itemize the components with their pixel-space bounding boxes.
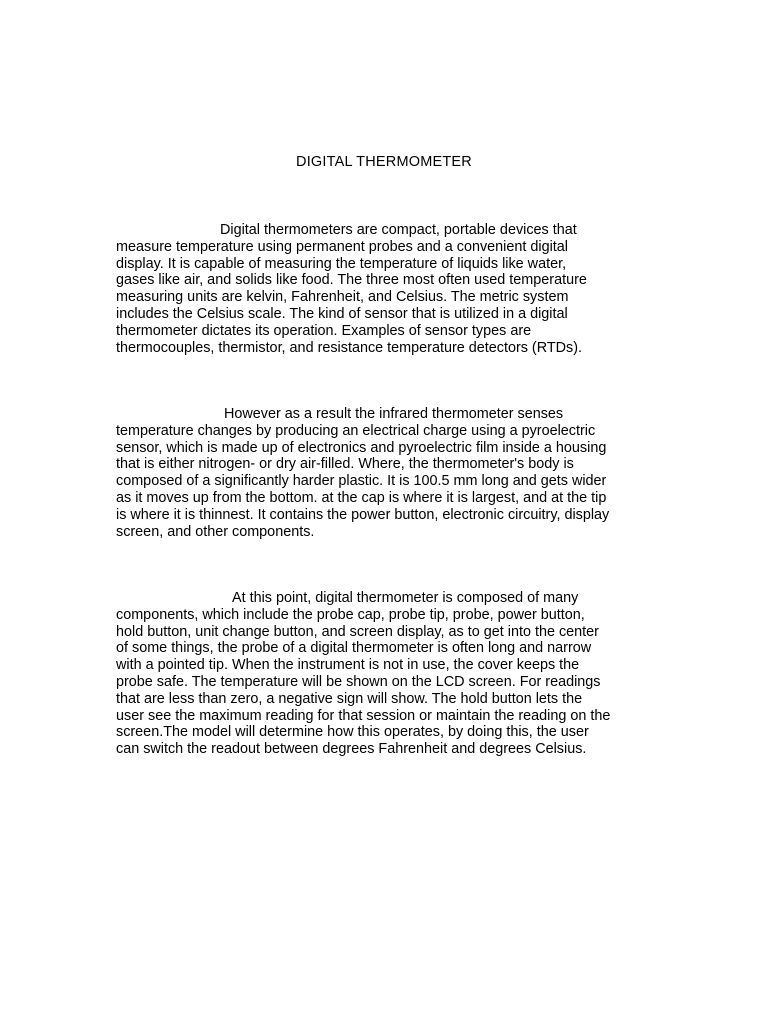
paragraph-3-line: At this point, digital thermometer is composed of many [232,590,579,606]
paragraph-3-line: that are less than zero, a negative sign will show. The hold button lets the [116,690,583,707]
paragraph-3-line: components, which include the probe cap, probe tip, probe, power button, [116,606,585,623]
paragraph-2-line: as it moves up from the bottom. at the cap is where it is largest, and at the tip [116,489,607,506]
paragraph-2 [116,406,656,540]
paragraph-1-line: measuring units are kelvin, Fahrenheit, and Celsius. The metric system [116,289,569,306]
paragraph-2-line: temperature changes by producing an electrical charge using a pyroelectric [116,422,596,439]
paragraph-3-line: user see the maximum reading for that session or maintain the reading on the [116,707,611,724]
paragraph-3-line: can switch the readout between degrees Fahrenheit and degrees Celsius. [116,741,587,758]
paragraph-1-line: display. It is capable of measuring the temperature of liquids like water, [116,255,567,272]
paragraph-1-line: includes the Celsius scale. The kind of sensor that is utilized in a digital [116,305,568,322]
paragraph-2-line: screen, and other components. [116,523,315,540]
paragraph-3-line: screen.The model will determine how this operates, by doing this, the user [116,724,589,741]
paragraph-1-line: thermocouples, thermistor, and resistance temperature detectors (RTDs). [116,339,583,356]
paragraph-1-line: thermometer dictates its operation. Examples of sensor types are [116,322,532,339]
paragraph-2-line: is where it is thinnest. It contains the power button, electronic circuitry, display [116,506,610,523]
paragraph-2-line: that is either nitrogen- or dry air-filled. Where, the thermometer's body is [116,456,574,473]
paragraph-3 [116,590,656,758]
document-title: DIGITAL THERMOMETER [296,154,472,170]
paragraph-2-line: sensor, which is made up of electronics and pyroelectric film inside a housing [116,439,607,456]
paragraph-1-line: gases like air, and solids like food. The three most often used temperature [116,272,587,289]
paragraph-3-line: hold button, unit change button, and screen display, as to get into the center [116,623,599,640]
paragraph-3-line: probe safe. The temperature will be shown on the LCD screen. For readings [116,673,601,690]
paragraph-1 [116,222,656,356]
paragraph-3-line: of some things, the probe of a digital thermometer is often long and narrow [116,640,592,657]
paragraph-2-line: composed of a significantly harder plastic. It is 100.5 mm long and gets wider [116,473,607,490]
paragraph-3-line: with a pointed tip. When the instrument is not in use, the cover keeps the [116,657,580,674]
paragraph-2-line: However as a result the infrared thermometer senses [224,406,564,422]
paragraph-1-line: Digital thermometers are compact, portable devices that [220,222,577,238]
paragraph-1-line: measure temperature using permanent probes and a convenient digital [116,238,568,255]
